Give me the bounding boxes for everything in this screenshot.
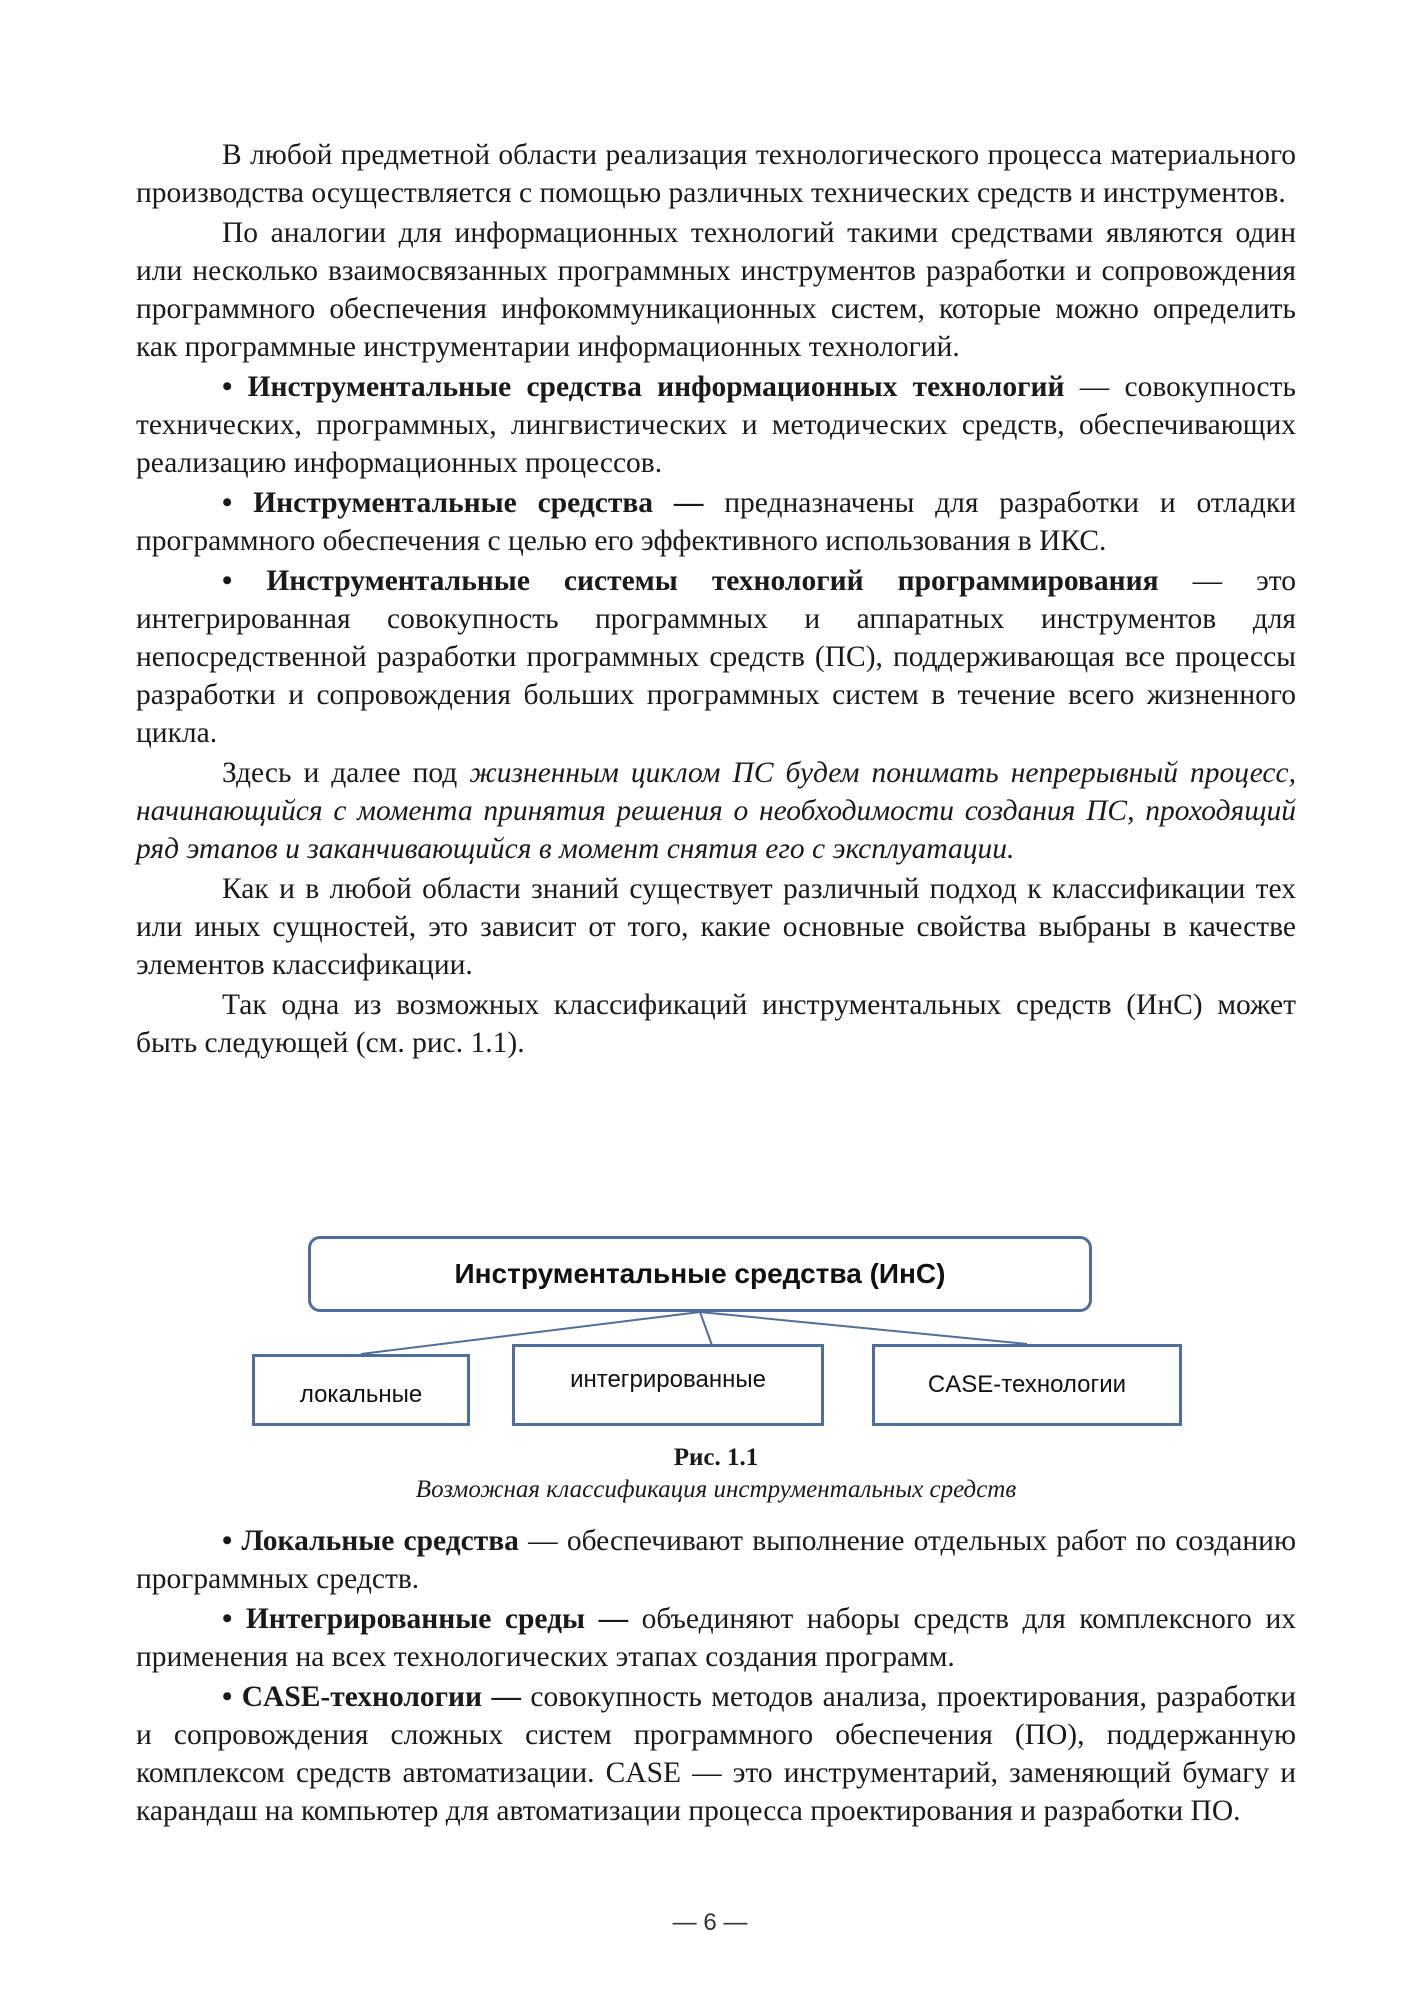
definition-paragraph — [136, 368, 1296, 482]
text-run: предназначены для разработки и отладки программного обеспечения с целью его эффективного использования в ИКС. — [136, 487, 1296, 557]
text-run: Здесь и далее под — [222, 757, 470, 789]
diagram-box-case: CASE-технологии — [872, 1344, 1182, 1426]
body-text-top — [136, 136, 1296, 1064]
term-bold: • Инструментальные средства — — [222, 487, 704, 519]
term-bold: • Инструментальные системы технологий программирования — [222, 565, 1159, 597]
paragraph — [136, 136, 1296, 212]
diagram-root-box: Инструментальные средства (ИнС) — [308, 1236, 1092, 1312]
text-run: — это интегрированная совокупность программных и аппаратных инструментов для непосредственной разработки программных средств (ПС), поддерживающая все процессы разработки и сопровождения больших программных систем в течение всего жизненного цикла. — [136, 565, 1296, 749]
diagram-box-integrated: интегрированные — [512, 1344, 824, 1426]
text-run: объединяют наборы средств для комплексного их применения на всех технологических этапах создания программ. — [136, 1603, 1296, 1673]
paragraph — [136, 754, 1296, 868]
paragraph — [136, 870, 1296, 984]
body-text-bottom — [136, 1522, 1296, 1832]
term-bold: • Инструментальные средства информационных технологий — [222, 371, 1065, 403]
term-bold: • Локальные средства — [222, 1525, 519, 1557]
definition-paragraph — [136, 484, 1296, 560]
text-run: — обеспечивают выполнение отдельных работ по созданию программных средств. — [136, 1525, 1296, 1595]
paragraph — [136, 986, 1296, 1062]
text-run: По аналогии для информационных технологий такими средствами являются один или несколько взаимосвязанных программных инструментов разработки и сопровождения программного обеспечения инфокоммуникационных систем, которые можно определить как программные инструментарии информационных технологий. — [136, 217, 1296, 363]
figure-caption-text: Возможная классификация инструментальных средств — [415, 1476, 1017, 1503]
definition-paragraph — [136, 1522, 1296, 1598]
diagram-box-local: локальные — [252, 1354, 470, 1426]
term-bold: • CASE-технологии — — [222, 1681, 521, 1713]
text-run: — совокупность технических, программных, лингвистических и методических средств, обеспечивающих реализацию информационных процессов. — [136, 371, 1296, 479]
text-run: совокупность методов анализа, проектирования, разработки и сопровождения сложных систем программного обеспечения (ПО), поддержанную комплексом средств автоматизации. CASE — это инструментарий, заменяющий бумагу и карандаш на компьютер для автоматизации процесса проектирования и разработки ПО. — [136, 1681, 1297, 1827]
page-number: — 6 — — [672, 1909, 748, 1936]
term-bold: • Интегрированные среды — — [222, 1603, 629, 1635]
definition-paragraph — [136, 1678, 1296, 1830]
connector-line — [700, 1312, 1027, 1344]
figure-caption-label: Рис. 1.1 — [673, 1444, 759, 1471]
text-run: Как и в любой области знаний существует различный подход к классификации тех или иных сущностей, это зависит от того, какие основные свойства выбраны в качестве элементов классификации. — [136, 873, 1296, 981]
paragraph — [136, 214, 1296, 366]
text-run: Так одна из возможных классификаций инструментальных средств (ИнС) может быть следующей (см. рис. 1.1). — [136, 989, 1296, 1059]
italic-definition: жизненным циклом ПС будем понимать непрерывный процесс, начинающийся с момента принятия решения о необходимости создания ПС, проходящий ряд этапов и заканчивающийся в момент снятия его с эксплуатации. — [136, 757, 1296, 865]
definition-paragraph — [136, 1600, 1296, 1676]
text-run: В любой предметной области реализация технологического процесса материального производства осуществляется с помощью различных технических средств и инструментов. — [136, 139, 1296, 209]
definition-paragraph — [136, 562, 1296, 752]
classification-diagram — [136, 1236, 1296, 1436]
